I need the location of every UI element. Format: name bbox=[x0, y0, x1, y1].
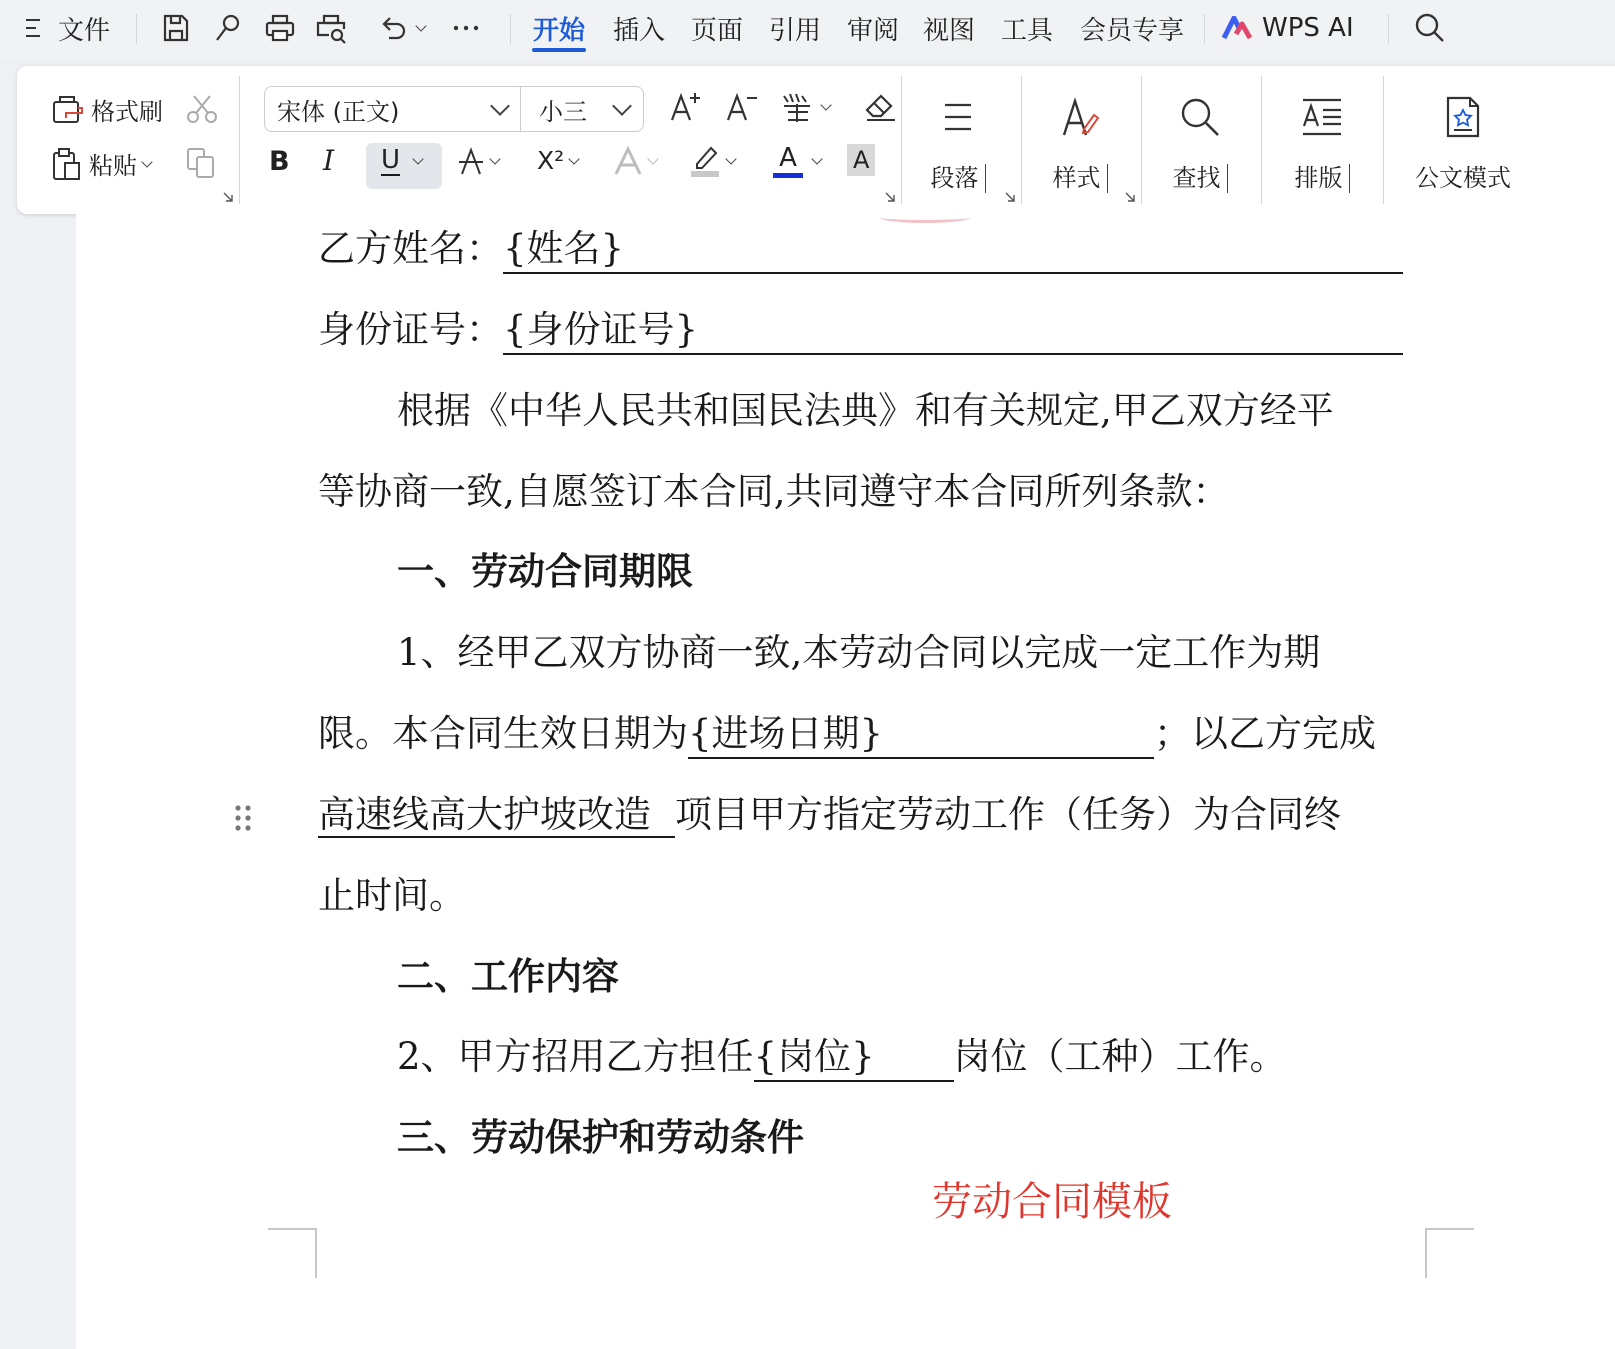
ribbon-toolbar bbox=[17, 66, 1615, 214]
entry-date-placeholder: {进场日期} bbox=[688, 712, 884, 755]
chevron-down-icon bbox=[820, 99, 831, 110]
styles-button[interactable] bbox=[1025, 84, 1135, 204]
party-b-name-line bbox=[318, 218, 1403, 274]
styles-label: 样式 bbox=[1052, 164, 1101, 192]
chevron-down-icon bbox=[568, 153, 579, 164]
chevron-down-icon bbox=[1349, 164, 1350, 193]
phonetic-guide-icon bbox=[780, 90, 816, 124]
more-button[interactable] bbox=[446, 0, 486, 56]
tab-insert-label: 插入 bbox=[612, 15, 665, 46]
drag-handle-icon[interactable] bbox=[234, 804, 254, 834]
font-color-bar bbox=[773, 173, 803, 178]
paragraph-text: 项目甲方指定劳动工作（任务）为合同终 bbox=[675, 793, 1341, 836]
paragraph-text: ；以乙方完成 bbox=[1154, 712, 1376, 755]
undo-icon bbox=[379, 13, 407, 43]
chevron-down-icon bbox=[490, 96, 510, 116]
file-menu[interactable] bbox=[24, 0, 124, 56]
tab-member-label: 会员专享 bbox=[1079, 15, 1184, 46]
chevron-down-icon bbox=[141, 156, 152, 167]
shrink-font-button[interactable] bbox=[725, 90, 759, 124]
paragraph-line: 根据《中华人民共和国民法典》和有关规定,甲乙双方经平 bbox=[397, 389, 1334, 432]
character-shading-label: A bbox=[847, 144, 875, 176]
margin-corner-mark bbox=[1424, 1228, 1474, 1278]
find-label: 查找 bbox=[1172, 164, 1221, 192]
launcher-arrow-icon bbox=[1125, 192, 1135, 202]
official-document-mode-label: 公文模式 bbox=[1415, 164, 1511, 192]
divider bbox=[136, 14, 137, 44]
layout-button[interactable] bbox=[1267, 84, 1377, 204]
tab-home-label: 开始 bbox=[532, 15, 585, 46]
effective-date-line bbox=[318, 703, 1376, 759]
party-b-name-field[interactable] bbox=[503, 218, 1403, 274]
character-shading-button[interactable] bbox=[847, 144, 875, 176]
tab-view[interactable] bbox=[912, 0, 986, 56]
chevron-down-icon bbox=[489, 153, 500, 164]
paragraph-dialog-launcher[interactable] bbox=[1005, 192, 1015, 202]
chevron-down-icon bbox=[612, 96, 632, 116]
chevron-down-icon bbox=[415, 20, 426, 31]
copy-icon bbox=[185, 146, 217, 180]
heading-work-content: 二、工作内容 bbox=[397, 954, 619, 998]
tab-review[interactable] bbox=[836, 0, 910, 56]
divider bbox=[510, 14, 511, 44]
tab-review-label: 审阅 bbox=[846, 15, 899, 46]
highlighter-icon bbox=[689, 144, 721, 178]
tab-tools[interactable] bbox=[990, 0, 1064, 56]
project-line bbox=[318, 784, 1341, 838]
font-size-select[interactable] bbox=[520, 86, 644, 132]
text-effect-button[interactable] bbox=[613, 146, 657, 176]
heading-labor-protection: 三、劳动保护和劳动条件 bbox=[397, 1115, 804, 1159]
chevron-down-icon bbox=[985, 164, 986, 193]
heading-contract-term: 一、劳动合同期限 bbox=[397, 549, 693, 593]
format-painter-icon bbox=[51, 94, 85, 126]
wps-ai-label: WPS AI bbox=[1262, 13, 1354, 43]
wps-ai-logo-icon bbox=[1222, 16, 1252, 40]
italic-label: I bbox=[323, 144, 335, 177]
official-document-mode-button[interactable] bbox=[1393, 84, 1533, 204]
save-icon bbox=[160, 12, 192, 44]
party-b-id-label: 身份证号： bbox=[318, 308, 503, 351]
active-tab-indicator bbox=[532, 48, 586, 52]
divider bbox=[1021, 76, 1022, 204]
paste-label: 粘贴 bbox=[89, 152, 137, 180]
paragraph-line: 等协商一致,自愿签订本合同,共同遵守本合同所列条款： bbox=[318, 470, 1230, 513]
print-preview-icon bbox=[315, 12, 349, 44]
paragraph-text: 限。本合同生效日期为 bbox=[318, 712, 688, 755]
paragraph-label: 段落 bbox=[930, 164, 979, 192]
margin-corner-mark bbox=[268, 1228, 318, 1278]
layout-label: 排版 bbox=[1294, 164, 1343, 192]
phonetic-guide-button[interactable] bbox=[780, 90, 830, 124]
clipboard-dialog-launcher[interactable] bbox=[223, 192, 233, 202]
tab-page[interactable] bbox=[680, 0, 754, 56]
clipboard-icon bbox=[51, 147, 83, 181]
font-size-value: 小三 bbox=[539, 97, 587, 126]
project-name: 高速线高大护坡改造 bbox=[318, 793, 675, 838]
entry-date-field[interactable] bbox=[688, 703, 1154, 759]
italic-button[interactable] bbox=[323, 144, 334, 177]
divider bbox=[1383, 76, 1384, 204]
search-icon bbox=[1414, 12, 1446, 44]
paragraph-icon bbox=[941, 100, 975, 134]
paragraph-text: 岗位（工种）工作。 bbox=[953, 1035, 1287, 1078]
format-painter-button[interactable] bbox=[51, 92, 163, 127]
launcher-arrow-icon bbox=[885, 192, 895, 202]
menu-bar bbox=[0, 0, 1615, 60]
party-b-id-placeholder: {身份证号} bbox=[503, 308, 699, 351]
text-effect-icon bbox=[613, 146, 643, 176]
styles-dialog-launcher[interactable] bbox=[1125, 192, 1135, 202]
format-painter-label: 格式刷 bbox=[91, 98, 163, 126]
launcher-arrow-icon bbox=[1005, 192, 1015, 202]
paragraph-text: 2、甲方招用乙方担任 bbox=[397, 1035, 754, 1078]
tab-page-label: 页面 bbox=[690, 15, 743, 46]
paste-button[interactable] bbox=[51, 146, 151, 181]
export-button[interactable] bbox=[208, 0, 248, 56]
tab-member[interactable] bbox=[1072, 0, 1192, 56]
hamburger-icon bbox=[24, 17, 44, 39]
grow-font-icon bbox=[669, 90, 703, 124]
tab-references[interactable] bbox=[758, 0, 832, 56]
party-b-id-field[interactable] bbox=[503, 299, 1403, 355]
global-search-button[interactable] bbox=[1408, 0, 1452, 56]
font-name-select[interactable] bbox=[264, 86, 522, 132]
find-button[interactable] bbox=[1145, 84, 1255, 204]
superscript-label: X² bbox=[537, 146, 565, 175]
chevron-down-icon bbox=[811, 153, 822, 164]
divider bbox=[901, 76, 902, 204]
highlight-button[interactable] bbox=[689, 144, 735, 178]
bold-button[interactable] bbox=[269, 146, 290, 177]
tab-references-label: 引用 bbox=[768, 15, 821, 46]
party-b-name-label: 乙方姓名： bbox=[318, 227, 503, 270]
position-line bbox=[397, 1026, 1287, 1082]
divider bbox=[1388, 14, 1389, 44]
cut-button[interactable] bbox=[185, 94, 219, 124]
shrink-font-icon bbox=[725, 90, 759, 124]
chevron-down-icon bbox=[725, 153, 736, 164]
official-document-icon bbox=[1444, 96, 1482, 138]
font-color-button[interactable] bbox=[773, 144, 821, 178]
paragraph-line: 1、经甲乙双方协商一致,本劳动合同以完成一定工作为期 bbox=[397, 631, 1321, 674]
wps-ai-button[interactable] bbox=[1222, 0, 1372, 56]
font-color-letter: A bbox=[779, 143, 797, 173]
font-color-icon bbox=[773, 144, 803, 178]
superscript-button[interactable] bbox=[537, 146, 578, 175]
tab-view-label: 视图 bbox=[922, 15, 975, 46]
more-icon bbox=[451, 23, 481, 33]
chevron-down-icon bbox=[1107, 164, 1108, 193]
underline-label: U bbox=[381, 145, 401, 175]
tab-insert[interactable] bbox=[602, 0, 676, 56]
divider bbox=[1261, 76, 1262, 204]
paragraph-line: 止时间。 bbox=[318, 874, 466, 917]
position-placeholder: {岗位} bbox=[753, 1035, 875, 1078]
launcher-arrow-icon bbox=[223, 192, 233, 202]
font-name-value: 宋体 (正文) bbox=[277, 97, 400, 126]
scissors-icon bbox=[185, 94, 219, 124]
file-menu-label: 文件 bbox=[58, 15, 111, 46]
strikethrough-button[interactable] bbox=[457, 146, 499, 176]
print-button[interactable] bbox=[260, 0, 300, 56]
divider bbox=[239, 76, 240, 204]
export-icon bbox=[213, 12, 243, 44]
bold-label: B bbox=[269, 146, 290, 177]
layout-icon bbox=[1301, 98, 1343, 136]
paragraph-button[interactable] bbox=[903, 84, 1013, 204]
undo-button[interactable] bbox=[372, 0, 432, 56]
font-dialog-launcher[interactable] bbox=[885, 192, 895, 202]
chevron-down-icon bbox=[647, 153, 658, 164]
print-icon bbox=[264, 12, 296, 44]
party-b-id-line bbox=[318, 299, 1403, 355]
underline-button[interactable] bbox=[381, 146, 422, 176]
position-field[interactable] bbox=[754, 1026, 954, 1082]
print-preview-button[interactable] bbox=[312, 0, 352, 56]
grow-font-button[interactable] bbox=[669, 90, 703, 124]
copy-button[interactable] bbox=[185, 146, 217, 180]
chevron-down-icon bbox=[1227, 164, 1228, 193]
eraser-icon bbox=[863, 90, 897, 122]
strikethrough-icon bbox=[457, 146, 485, 176]
divider bbox=[1204, 14, 1205, 44]
watermark-text: 劳动合同模板 bbox=[932, 1179, 1172, 1225]
party-b-name-placeholder: {姓名} bbox=[503, 227, 625, 270]
styles-icon bbox=[1060, 95, 1100, 139]
save-button[interactable] bbox=[156, 0, 196, 56]
clear-format-button[interactable] bbox=[863, 90, 897, 122]
divider bbox=[1141, 76, 1142, 204]
tab-tools-label: 工具 bbox=[1000, 15, 1053, 46]
chevron-down-icon bbox=[412, 153, 423, 164]
find-icon bbox=[1179, 96, 1221, 138]
